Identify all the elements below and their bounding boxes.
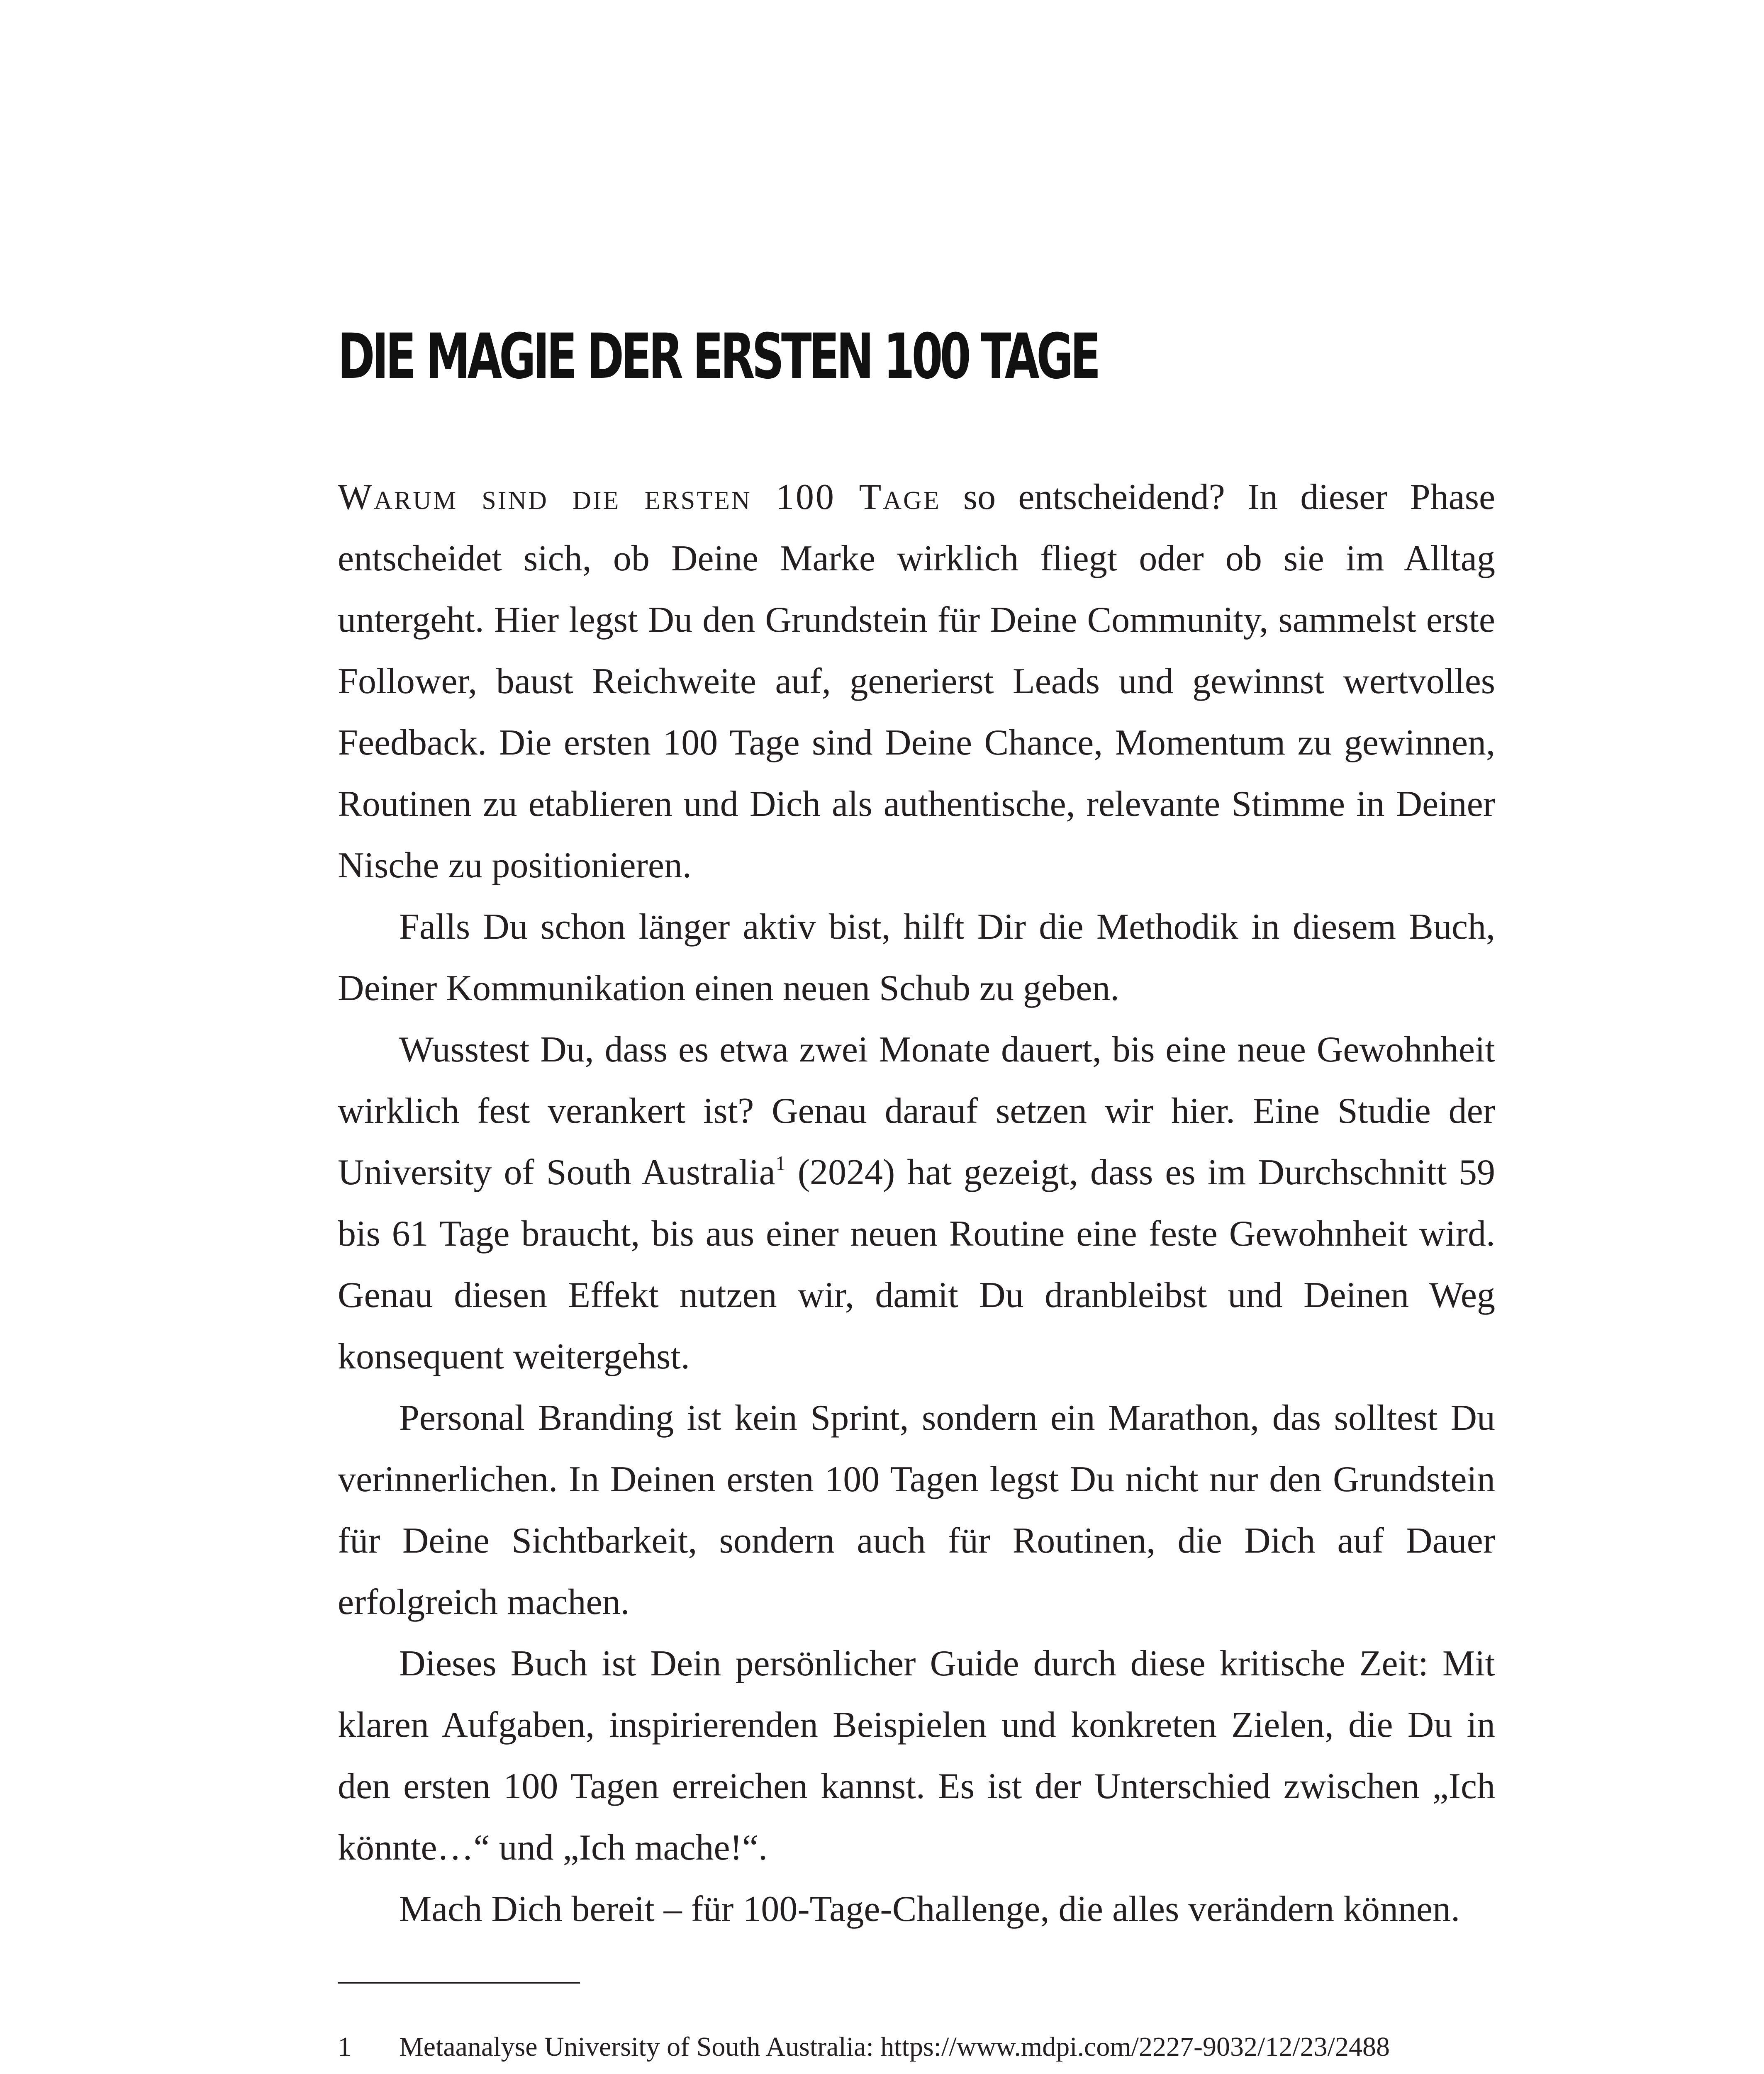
footnote-divider — [338, 1982, 580, 1984]
paragraph-6: Mach Dich bereit – für 100-Tage-Challenge, die alles verändern können. — [399, 1889, 1460, 1929]
paragraph-3-text-start: Wusstest Du, dass es etwa zwei Monate dauert, bis eine neue Gewohnheit wirklich fest verankert ist? Genau darauf setzen wir hier. Eine Studie der University of South Australia — [338, 1030, 1495, 1193]
chapter-title: DIE MAGIE DER ERSTEN 100 TAGE — [338, 321, 1098, 393]
paragraph-2: Falls Du schon länger aktiv bist, hilft Dir die Methodik in diesem Buch, Deiner Kommunikation einen neuen Schub zu geben. — [338, 907, 1495, 1008]
paragraph-3-text-end: (2024) hat gezeigt, dass es im Durchschnitt 59 bis 61 Tage braucht, bis aus einer neuen Routine eine feste Gewohnheit wird. Genau diesen Effekt nutzen wir, damit Du dranbleibst und Deinen Weg konsequent weitergehst. — [338, 1152, 1495, 1377]
paragraph-3 — [338, 1019, 1495, 1388]
footnote-reference: 1 — [775, 1151, 786, 1175]
footnote-text: Metaanalyse University of South Australia: https://www.mdpi.com/2227-9032/12/23/2488 — [399, 2032, 1390, 2062]
lead-in-small-caps: Warum sind die ersten 100 Tage — [338, 477, 941, 517]
footnote — [338, 2028, 1499, 2066]
body-text — [338, 467, 1495, 1940]
paragraph-4: Personal Branding ist kein Sprint, sondern ein Marathon, das solltest Du verinnerlichen. In Deinen ersten 100 Tagen legst Du nicht nur den Grundstein für Deine Sichtbarkeit, sondern auch für Routinen, die Dich auf Dauer erfolgreich machen. — [338, 1398, 1495, 1622]
footnote-number: 1 — [338, 2032, 351, 2062]
paragraph-1 — [338, 467, 1495, 896]
paragraph-5: Dieses Buch ist Dein persönlicher Guide durch diese kritische Zeit: Mit klaren Aufgaben, inspirierenden Beispielen und konkreten Zielen, die Du in den ersten 100 Tagen erreichen kannst. Es ist der Unterschied zwischen „Ich könnte…“ und „Ich mache!“. — [338, 1643, 1495, 1868]
paragraph-1-text: so entscheidend? In dieser Phase entscheidet sich, ob Deine Marke wirklich fliegt oder ob sie im Alltag untergeht. Hier legst Du den Grundstein für Deine Community, sammelst erste Follower, baust Reichweite auf, generierst Leads und gewinnst wertvolles Feedback. Die ersten 100 Tage sind Deine Chance, Momentum zu gewinnen, Routinen zu etablieren und Dich als authentische, relevante Stimme in Deiner Nische zu positionieren. — [338, 477, 1495, 886]
